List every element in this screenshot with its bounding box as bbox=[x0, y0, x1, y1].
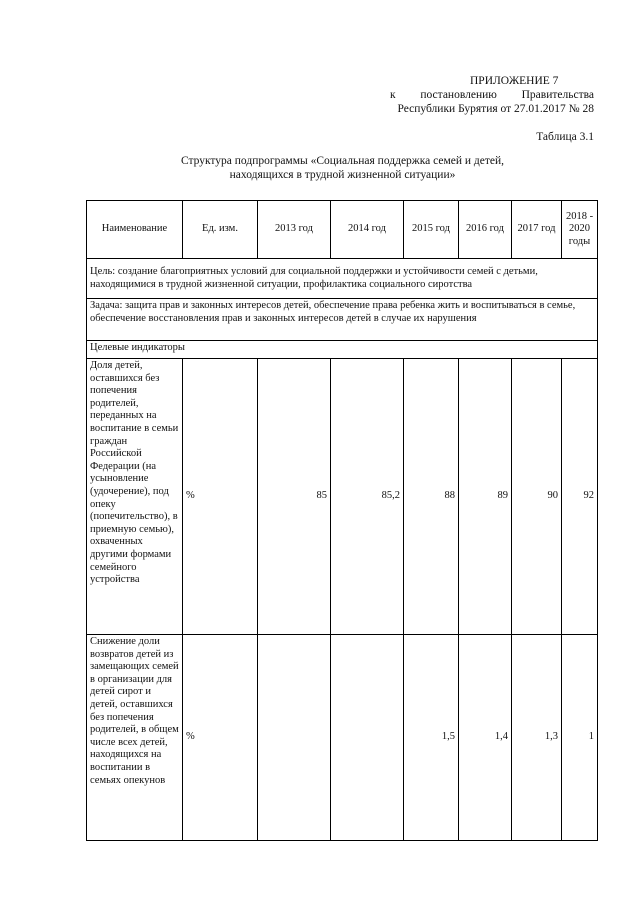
indicator-unit: % bbox=[183, 635, 258, 841]
header-name: Наименование bbox=[87, 201, 183, 259]
document-title-line1: Структура подпрограммы «Социальная поддержка семей и детей, bbox=[180, 155, 505, 167]
annex-reference-date: Республики Бурятия от 27.01.2017 № 28 bbox=[397, 103, 594, 115]
goal-text: Цель: создание благоприятных условий для социальной поддержки и устойчивости семей с детьми, находящимися в трудной жизненной ситуации, профилактика социального сиротства bbox=[87, 259, 598, 299]
header-2017: 2017 год bbox=[512, 201, 562, 259]
header-2015: 2015 год bbox=[404, 201, 459, 259]
value-2015: 1,5 bbox=[404, 635, 459, 841]
document-title-line2: находящихся в трудной жизненной ситуации» bbox=[229, 169, 456, 181]
header-2016: 2016 год bbox=[459, 201, 512, 259]
annex-word-k: к bbox=[390, 89, 396, 101]
task-row bbox=[87, 299, 598, 341]
header-2013: 2013 год bbox=[258, 201, 331, 259]
annex-word-government: Правительства bbox=[521, 89, 594, 101]
indicator-name: Снижение доли возвратов детей из замещающих семей в организации для детей сирот и детей, оставшихся без попечения родителей, в общем числе всех детей, находящихся на воспитании в семьях опекунов bbox=[87, 635, 183, 841]
table-row bbox=[87, 359, 598, 635]
value-2013 bbox=[258, 635, 331, 841]
value-2013: 85 bbox=[258, 359, 331, 635]
value-2017: 90 bbox=[512, 359, 562, 635]
indicators-row bbox=[87, 341, 598, 359]
header-2018-2020: 2018 - 2020 годы bbox=[562, 201, 598, 259]
table-row bbox=[87, 635, 598, 841]
value-2017: 1,3 bbox=[512, 635, 562, 841]
annex-title: ПРИЛОЖЕНИЕ 7 bbox=[470, 75, 559, 87]
value-2018-2020: 1 bbox=[562, 635, 598, 841]
annex-reference-line bbox=[390, 88, 594, 102]
header-unit: Ед. изм. bbox=[183, 201, 258, 259]
task-text: Задача: защита прав и законных интересов детей, обеспечение права ребенка жить и воспитываться в семье, обеспечение восстановления прав и законных интересов детей в случае их нарушения bbox=[87, 299, 598, 341]
indicator-unit: % bbox=[183, 359, 258, 635]
document-title bbox=[90, 154, 595, 182]
value-2016: 89 bbox=[459, 359, 512, 635]
value-2014 bbox=[331, 635, 404, 841]
subprogram-structure-table bbox=[86, 200, 598, 841]
table-number: Таблица 3.1 bbox=[536, 131, 594, 143]
header-2014: 2014 год bbox=[331, 201, 404, 259]
indicators-label: Целевые индикаторы bbox=[87, 341, 598, 359]
value-2014: 85,2 bbox=[331, 359, 404, 635]
value-2015: 88 bbox=[404, 359, 459, 635]
table-header-row bbox=[87, 201, 598, 259]
value-2018-2020: 92 bbox=[562, 359, 598, 635]
annex-word-resolution: постановлению bbox=[420, 89, 497, 101]
goal-row bbox=[87, 259, 598, 299]
indicator-name: Доля детей, оставшихся без попечения родителей, переданных на воспитание в семьи граждан Российской Федерации (на усыновление (удочерение), под опеку (попечительство), в приемную семью), охваченных другими формами семейного устройства bbox=[87, 359, 183, 635]
value-2016: 1,4 bbox=[459, 635, 512, 841]
